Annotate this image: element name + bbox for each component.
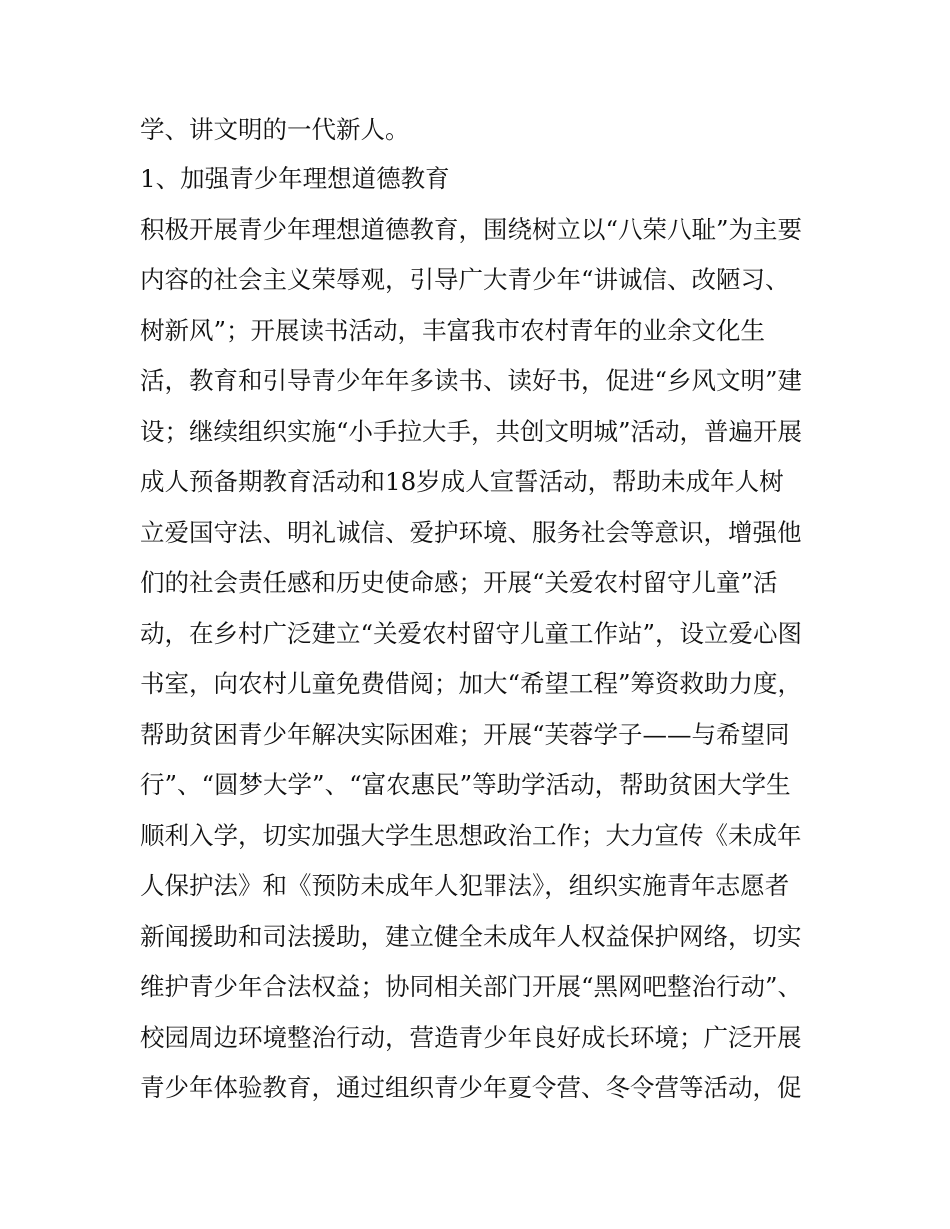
text-line: 学、讲文明的一代新人。 <box>140 115 410 144</box>
text-line: 青少年体验教育，通过组织青少年夏令营、冬令营等活动，促 <box>140 1073 802 1102</box>
text-line: 校园周边环境整治行动，营造青少年良好成长环境；广泛开展 <box>140 1023 802 1052</box>
text-line: 成人预备期教育活动和18岁成人宣誓活动，帮助未成年人树 <box>140 467 784 496</box>
text-line: 积极开展青少年理想道德教育，围绕树立以“八荣八耻”为主要 <box>140 215 803 244</box>
text-line: 内容的社会主义荣辱观，引导广大青少年“讲诚信、改陋习、 <box>140 265 790 294</box>
text-line: 活，教育和引导青少年年多读书、读好书，促进“乡风文明”建 <box>140 366 803 395</box>
text-line: 维护青少年合法权益；协同相关部门开展“黑网吧整治行动”、 <box>140 972 803 1001</box>
text-line: 们的社会责任感和历史使命感；开展“关爱农村留守儿童”活 <box>140 568 778 597</box>
text-line: 帮助贫困青少年解决实际困难；开展“芙蓉学子——与希望同 <box>140 720 790 749</box>
text-line: 动，在乡村广泛建立“关爱农村留守儿童工作站”，设立爱心图 <box>140 619 803 648</box>
text-line: 立爱国守法、明礼诚信、爱护环境、服务社会等意识，增强他 <box>140 518 802 547</box>
text-line: 顺利入学，切实加强大学生思想政治工作；大力宣传《未成年 <box>140 821 802 850</box>
text-line: 书室，向农村儿童免费借阅；加大“希望工程”筹资救助力度， <box>140 669 803 698</box>
text-line: 人保护法》和《预防未成年人犯罪法》，组织实施青年志愿者 <box>140 871 790 900</box>
text-line: 设；继续组织实施“小手拉大手，共创文明城”活动，普遍开展 <box>140 417 803 446</box>
text-line: 行”、“圆梦大学”、“富农惠民”等助学活动，帮助贫困大学生 <box>140 770 791 799</box>
text-line: 新闻援助和司法援助，建立健全未成年人权益保护网络，切实 <box>140 922 802 951</box>
text-line: 树新风”；开展读书活动，丰富我市农村青年的业余文化生 <box>140 316 766 345</box>
section-heading: 1、加强青少年理想道德教育 <box>140 164 450 193</box>
